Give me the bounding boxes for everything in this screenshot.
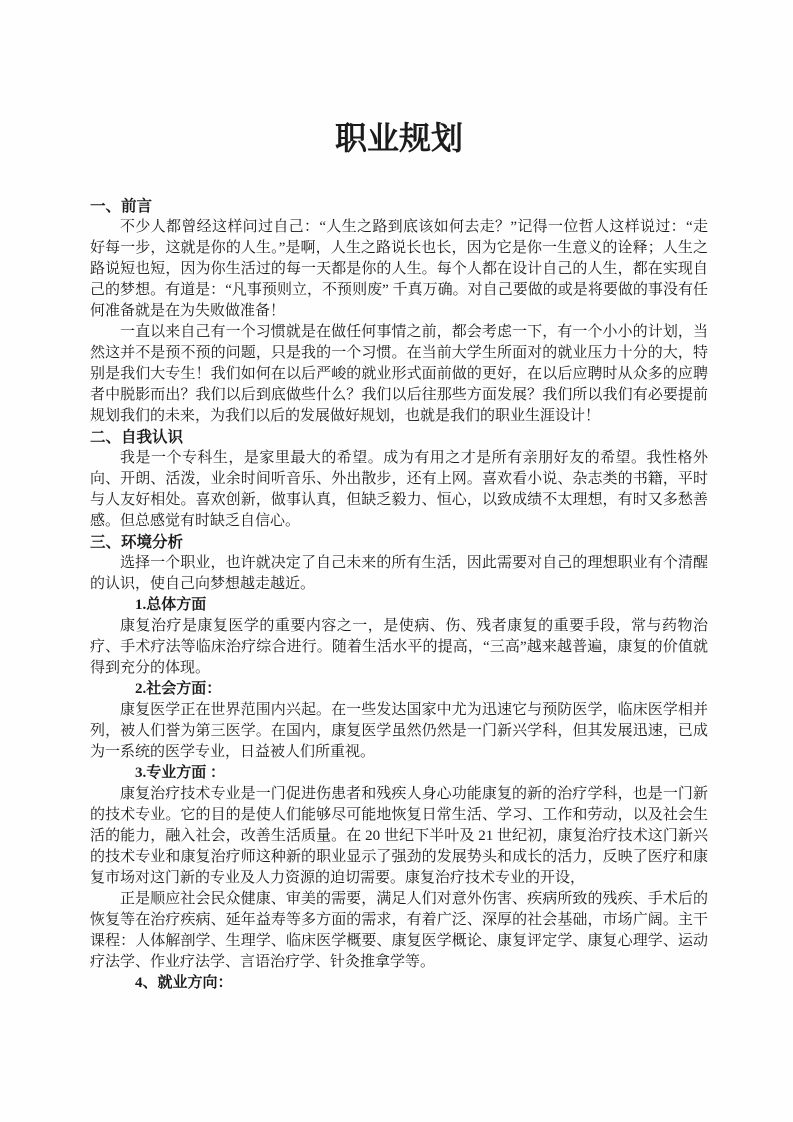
paragraph-environment-analysis: 选择一个职业，也许就决定了自己未来的所有生活，因此需要对自己的理想职业有个清醒的认识，使自己向梦想越走越近。 (90, 555, 708, 592)
section-heading-preface: 一、前言 (90, 198, 153, 215)
subsection-heading-overall: 1.总体方面 (135, 597, 207, 613)
paragraph-preface-2: 一直以来自己有一个习惯就是在做任何事情之前，都会考虑一下，有一个小小的计划，当然这并不是预不预的问题，只是我的一个习惯。在当前大学生所面对的就业压力十分的大，特别是我们大专生！我们如何在以后严峻的就业形式面前做的更好，在以后应聘时从众多的应聘者中脱影而出？我们以后到底做些什么？我们以后往那些方面发展？我们所以我们有必要提前规划我们的未来，为我们以后的发展做好规划，也就是我们的职业生涯设计！ (90, 324, 708, 424)
document-title: 职业规划 (334, 120, 463, 156)
section-heading-self-awareness: 二、自我认识 (90, 429, 184, 446)
subsection-heading-society: 2.社会方面： (135, 681, 222, 697)
paragraph-society: 康复医学正在世界范围内兴起。在一些发达国家中尤为迅速它与预防医学，临床医学相并列，被人们誉为第三医学。在国内，康复医学虽然仍然是一门新兴学科，但其发展迅速，已成为一系统的医学专业，日益被人们所重视。 (90, 702, 708, 760)
paragraph-overall: 康复治疗是康复医学的重要内容之一，是使病、伤、残者康复的重要手段，常与药物治疗、手术疗法等临床治疗综合进行。随着生活水平的提高，“三高”越来越普遍，康复的价值就得到充分的体现。 (90, 618, 708, 676)
section-heading-environment-analysis: 三、环境分析 (90, 534, 184, 551)
subsection-heading-major: 3.专业方面 ： (135, 765, 226, 781)
paragraph-major-1: 康复治疗技术专业是一门促进伤患者和残疾人身心功能康复的新的治疗学科，也是一门新的技术专业。它的目的是使人们能够尽可能地恢复日常生活、学习、工作和劳动，以及社会生活的能力，融入社会，改善生活质量。在 20 世纪下半叶及 21 世纪初，康复治疗技术这门新兴的技术专业和康复治疗师这种新的职业显示了强劲的发展势头和成长的活力，反映了医疗和康复市场对这门新的专业及人力资源的迫切需要。康复治疗技术专业的开设， (90, 786, 708, 886)
paragraph-self-awareness: 我是一个专科生，是家里最大的希望。成为有用之才是所有亲朋好友的希望。我性格外向、开朗、活泼，业余时间听音乐、外出散步，还有上网。喜欢看小说、杂志类的书籍，平时与人友好相处。喜欢创新，做事认真，但缺乏毅力、恒心，以致成绩不太理想，有时又多愁善感。但总感觉有时缺乏自信心。 (90, 450, 708, 529)
subsection-heading-employment-direction: 4、就业方向： (135, 975, 233, 991)
paragraph-preface-1: 不少人都曾经这样问过自己：“人生之路到底该如何去走？”记得一位哲人这样说过：“走好每一步，这就是你的人生。”是啊，人生之路说长也长，因为它是你一生意义的诠释；人生之路说短也短，因为你生活过的每一天都是你的人生。每个人都在设计自己的人生，都在实现自己的梦想。有道是：“凡事预则立，不预则废” 千真万确。对自己要做的或是将要做的事没有任何准备就是在为失败做准备！ (90, 219, 708, 319)
paragraph-major-2: 正是顺应社会民众健康、审美的需要，满足人们对意外伤害、疾病所致的残疾、手术后的恢复等在治疗疾病、延年益寿等多方面的需求，有着广泛、深厚的社会基础，市场广阔。主干课程：人体解剖学、生理学、临床医学概要、康复医学概论、康复评定学、康复心理学、运动疗法学、作业疗法学、言语治疗学、针灸推拿学等。 (90, 891, 708, 970)
